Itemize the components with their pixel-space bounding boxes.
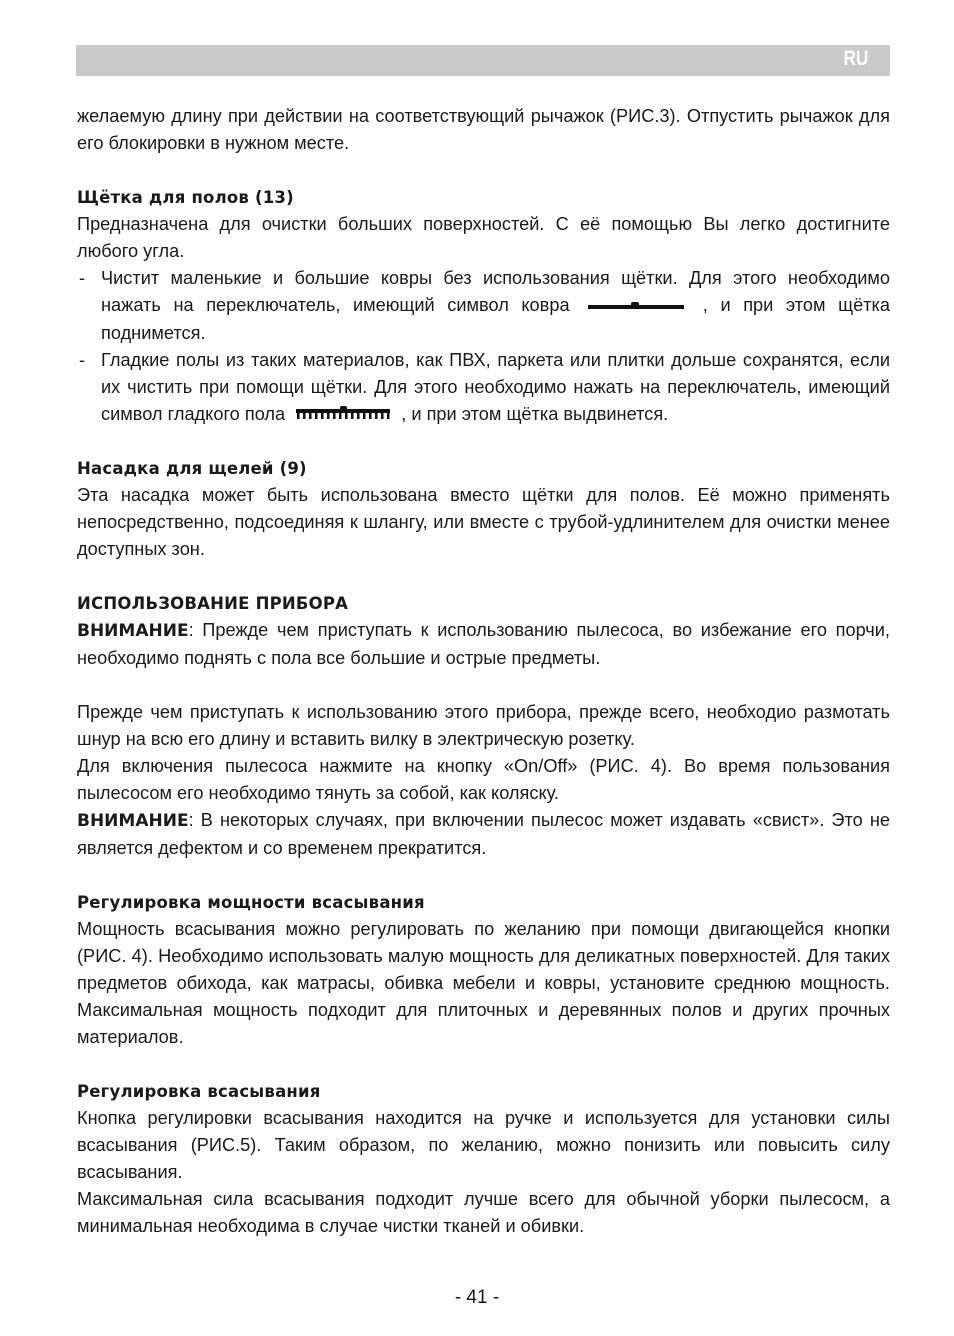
- usage-paragraph-onoff: Для включения пылесоса нажмите на кнопку «On/Off» (РИС. 4). Во время пользования пылесосом его необходимо тянуть за собой, как коляску.: [77, 756, 890, 804]
- warning-text: : В некоторых случаях, при включении пылесос может издавать «свист». Это не является дефектом и со временем прекратится.: [77, 810, 890, 859]
- suction-regulation-paragraph-1: Кнопка регулировки всасывания находится на ручке и используется для установки силы всасывания (РИС.5). Таким образом, по желанию, можно понизить или повысить силу всасывания.: [77, 1108, 890, 1183]
- floor-brush-section: [77, 184, 890, 428]
- intro-paragraph: желаемую длину при действии на соответствующий рычажок (РИС.3). Отпустить рычажок для его блокировки в нужном месте.: [77, 106, 890, 153]
- page-number: - 41 -: [454, 1287, 500, 1308]
- suction-regulation-heading: Регулировка всасывания: [77, 1082, 321, 1102]
- language-header-bar: [76, 45, 890, 76]
- warning-label: ВНИМАНИЕ: [77, 621, 189, 642]
- usage-warning-paragraph: [77, 617, 890, 672]
- carpet-symbol-icon: [588, 293, 684, 320]
- power-regulation-paragraph: Мощность всасывания можно регулировать по желанию при помощи двигающейся кнопки (РИС. 4). Необходимо использовать малую мощность для деликатных поверхностей. Для таких предметов обихода, как матрасы, обивка мебели и ковры, установите среднюю мощность. Максимальная мощность подходит для плиточных и деревянных полов и других прочных материалов.: [77, 919, 890, 1048]
- smooth-floor-symbol-icon: [296, 401, 390, 428]
- power-regulation-heading: Регулировка мощности всасывания: [77, 893, 425, 913]
- list-item: [77, 265, 890, 347]
- floor-brush-heading: Щётка для полов (13): [77, 188, 294, 207]
- list-item-text: Гладкие полы из таких материалов, как ПВХ, паркета или плитки дольше сохранятся, если их чистить при помощи щётки. Для этого необходимо нажать на переключатель, имеющий символ гладкого пола: [101, 349, 890, 424]
- usage-warning-paragraph-2: [77, 807, 890, 862]
- list-dash: -: [79, 349, 86, 370]
- usage-paragraph-cord: Прежде чем приступать к использованию этого прибора, прежде всего, необходио размотать шнур на всю его длину и вставить вилку в электрическую розетку.: [77, 702, 890, 750]
- crevice-tool-section: [77, 455, 890, 563]
- list-dash: -: [79, 268, 86, 288]
- crevice-tool-paragraph: Эта насадка может быть использована вместо щётки для полов. Её можно применять непосредственно, подсоединяя к шлангу, или вместе с трубой-удлинителем для очистки менее доступных зон.: [77, 485, 890, 560]
- list-item-text-end: , и при этом щётка выдвинется.: [401, 403, 669, 424]
- warning-label: ВНИМАНИЕ: [77, 811, 189, 832]
- language-code: RU: [843, 47, 868, 70]
- usage-heading: ИСПОЛЬЗОВАНИЕ ПРИБОРА: [77, 594, 349, 614]
- power-regulation-section: [77, 889, 890, 1051]
- list-item: [77, 347, 890, 429]
- suction-regulation-section: [77, 1078, 890, 1240]
- warning-text: : Прежде чем приступать к использованию пылесоса, во избежание его порчи, необходимо поднять с пола все большие и острые предметы.: [77, 620, 890, 669]
- list-item-text-end: , и при этом щётка поднимется.: [101, 295, 891, 343]
- document-body: [77, 103, 890, 1240]
- list-item-text: Чистит маленькие и большие ковры без использования щётки. Для этого необходимо нажать на переключатель, имеющий символ ковра: [101, 268, 890, 315]
- floor-brush-description: Предназначена для очистки больших поверхностей. С её помощью Вы легко достигните любого угла.: [77, 214, 890, 261]
- suction-regulation-paragraph-2: Максимальная сила всасывания подходит лучше всего для обычной уборки пылесосм, а минимальная необходима в случае чистки тканей и обивки.: [77, 1189, 890, 1237]
- usage-section: [77, 590, 890, 862]
- crevice-tool-heading: Насадка для щелей (9): [77, 459, 307, 479]
